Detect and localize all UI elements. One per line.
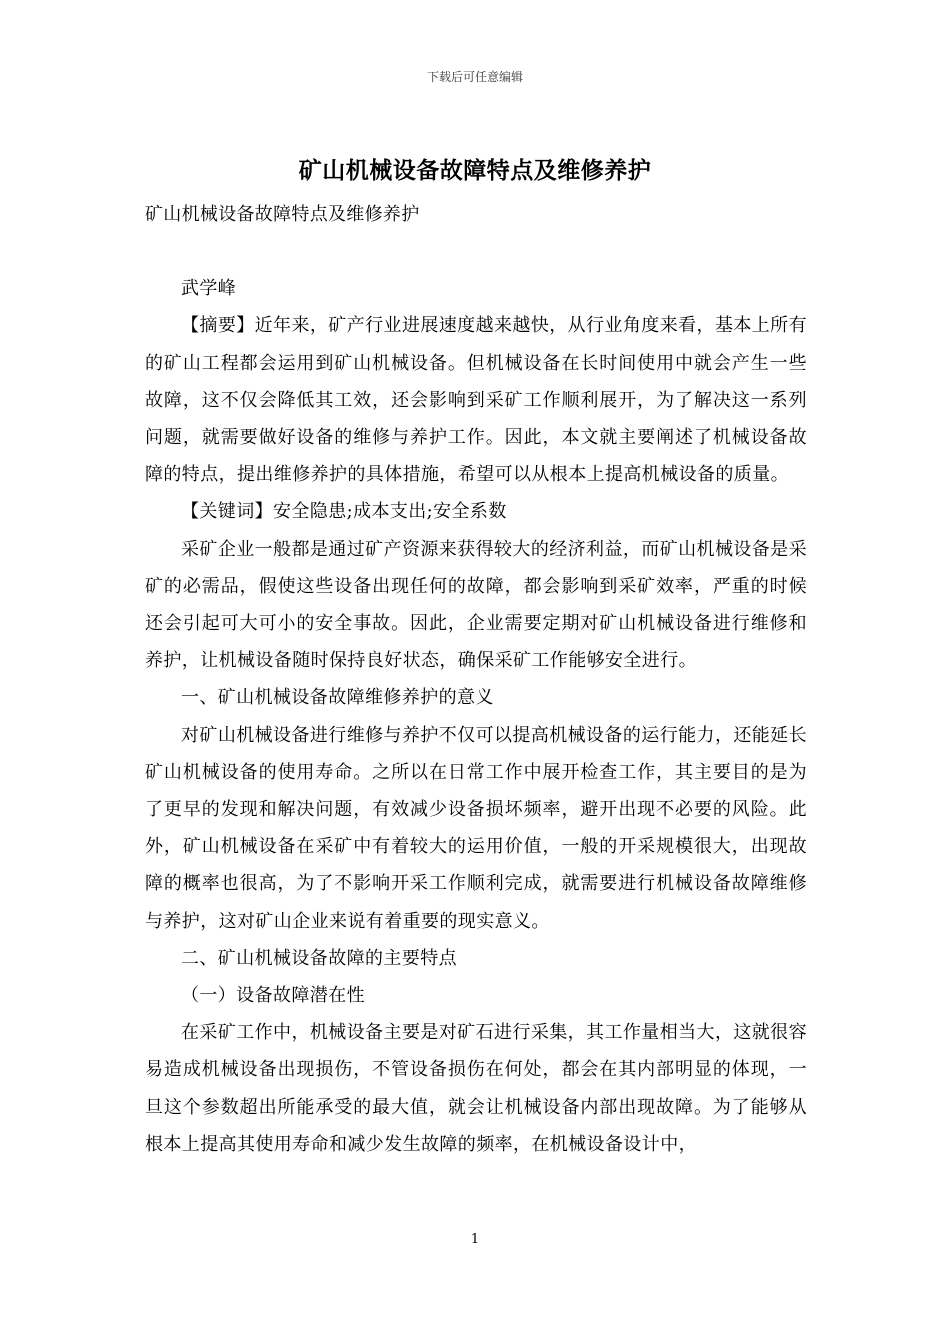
abstract-paragraph: 【摘要】近年来，矿产行业进展速度越来越快，从行业角度来看，基本上所有的矿山工程都会运用到矿山机械设备。但机械设备在长时间使用中就会产生一些故障，这不仅会降低其工效，还会影响到采矿工作顺利展开，为了解决这一系列问题，就需要做好设备的维修与养护工作。因此，本文就主要阐述了机械设备故障的特点，提出维修养护的具体措施，希望可以从根本上提高机械设备的质量。 bbox=[145, 315, 807, 486]
page-number: 1 bbox=[470, 1232, 480, 1247]
page-header-note: 下载后可任意编辑 bbox=[426, 70, 523, 84]
document-subtitle: 矿山机械设备故障特点及维修养护 bbox=[145, 204, 420, 225]
keywords-paragraph: 【关键词】安全隐患;成本支出;安全系数 bbox=[181, 501, 507, 523]
blank-line bbox=[145, 233, 807, 270]
section-2-subheading-1: （一）设备故障潜在性 bbox=[181, 985, 365, 1007]
section-2-sub-1-paragraph: 在采矿工作中，机械设备主要是对矿石进行采集，其工作量相当大，这就很容易造成机械设备出现损伤，不管设备损伤在何处，都会在其内部明显的体现，一旦这个参数超出所能承受的最大值，就会让机械设备内部出现故障。为了能够从根本上提高其使用寿命和减少发生故障的频率，在机械设备设计中， bbox=[145, 1022, 807, 1155]
section-1-paragraph: 对矿山机械设备进行维修与养护不仅可以提高机械设备的运行能力，还能延长矿山机械设备的使用寿命。之所以在日常工作中展开检查工作，其主要目的是为了更早的发现和解决问题，有效减少设备损坏频率，避开出现不必要的风险。此外，矿山机械设备在采矿中有着较大的运用价值，一般的开采规模很大，出现故障的概率也很高，为了不影响开采工作顺利完成，就需要进行机械设备故障维修与养护，这对矿山企业来说有着重要的现实意义。 bbox=[145, 724, 807, 932]
section-1-heading: 一、矿山机械设备故障维修养护的意义 bbox=[181, 687, 494, 709]
document-title: 矿山机械设备故障特点及维修养护 bbox=[298, 157, 652, 184]
intro-paragraph: 采矿企业一般都是通过矿产资源来获得较大的经济利益，而矿山机械设备是采矿的必需品，假使这些设备出现任何的故障，都会影响到采矿效率，严重的时候还会引起可大可小的安全事故。因此，企业需要定期对矿山机械设备进行维修和养护，让机械设备随时保持良好状态，确保采矿工作能够安全进行。 bbox=[145, 538, 807, 672]
author-name: 武学峰 bbox=[181, 278, 237, 300]
document-body bbox=[145, 196, 807, 1163]
section-2-heading: 二、矿山机械设备故障的主要特点 bbox=[181, 947, 457, 969]
